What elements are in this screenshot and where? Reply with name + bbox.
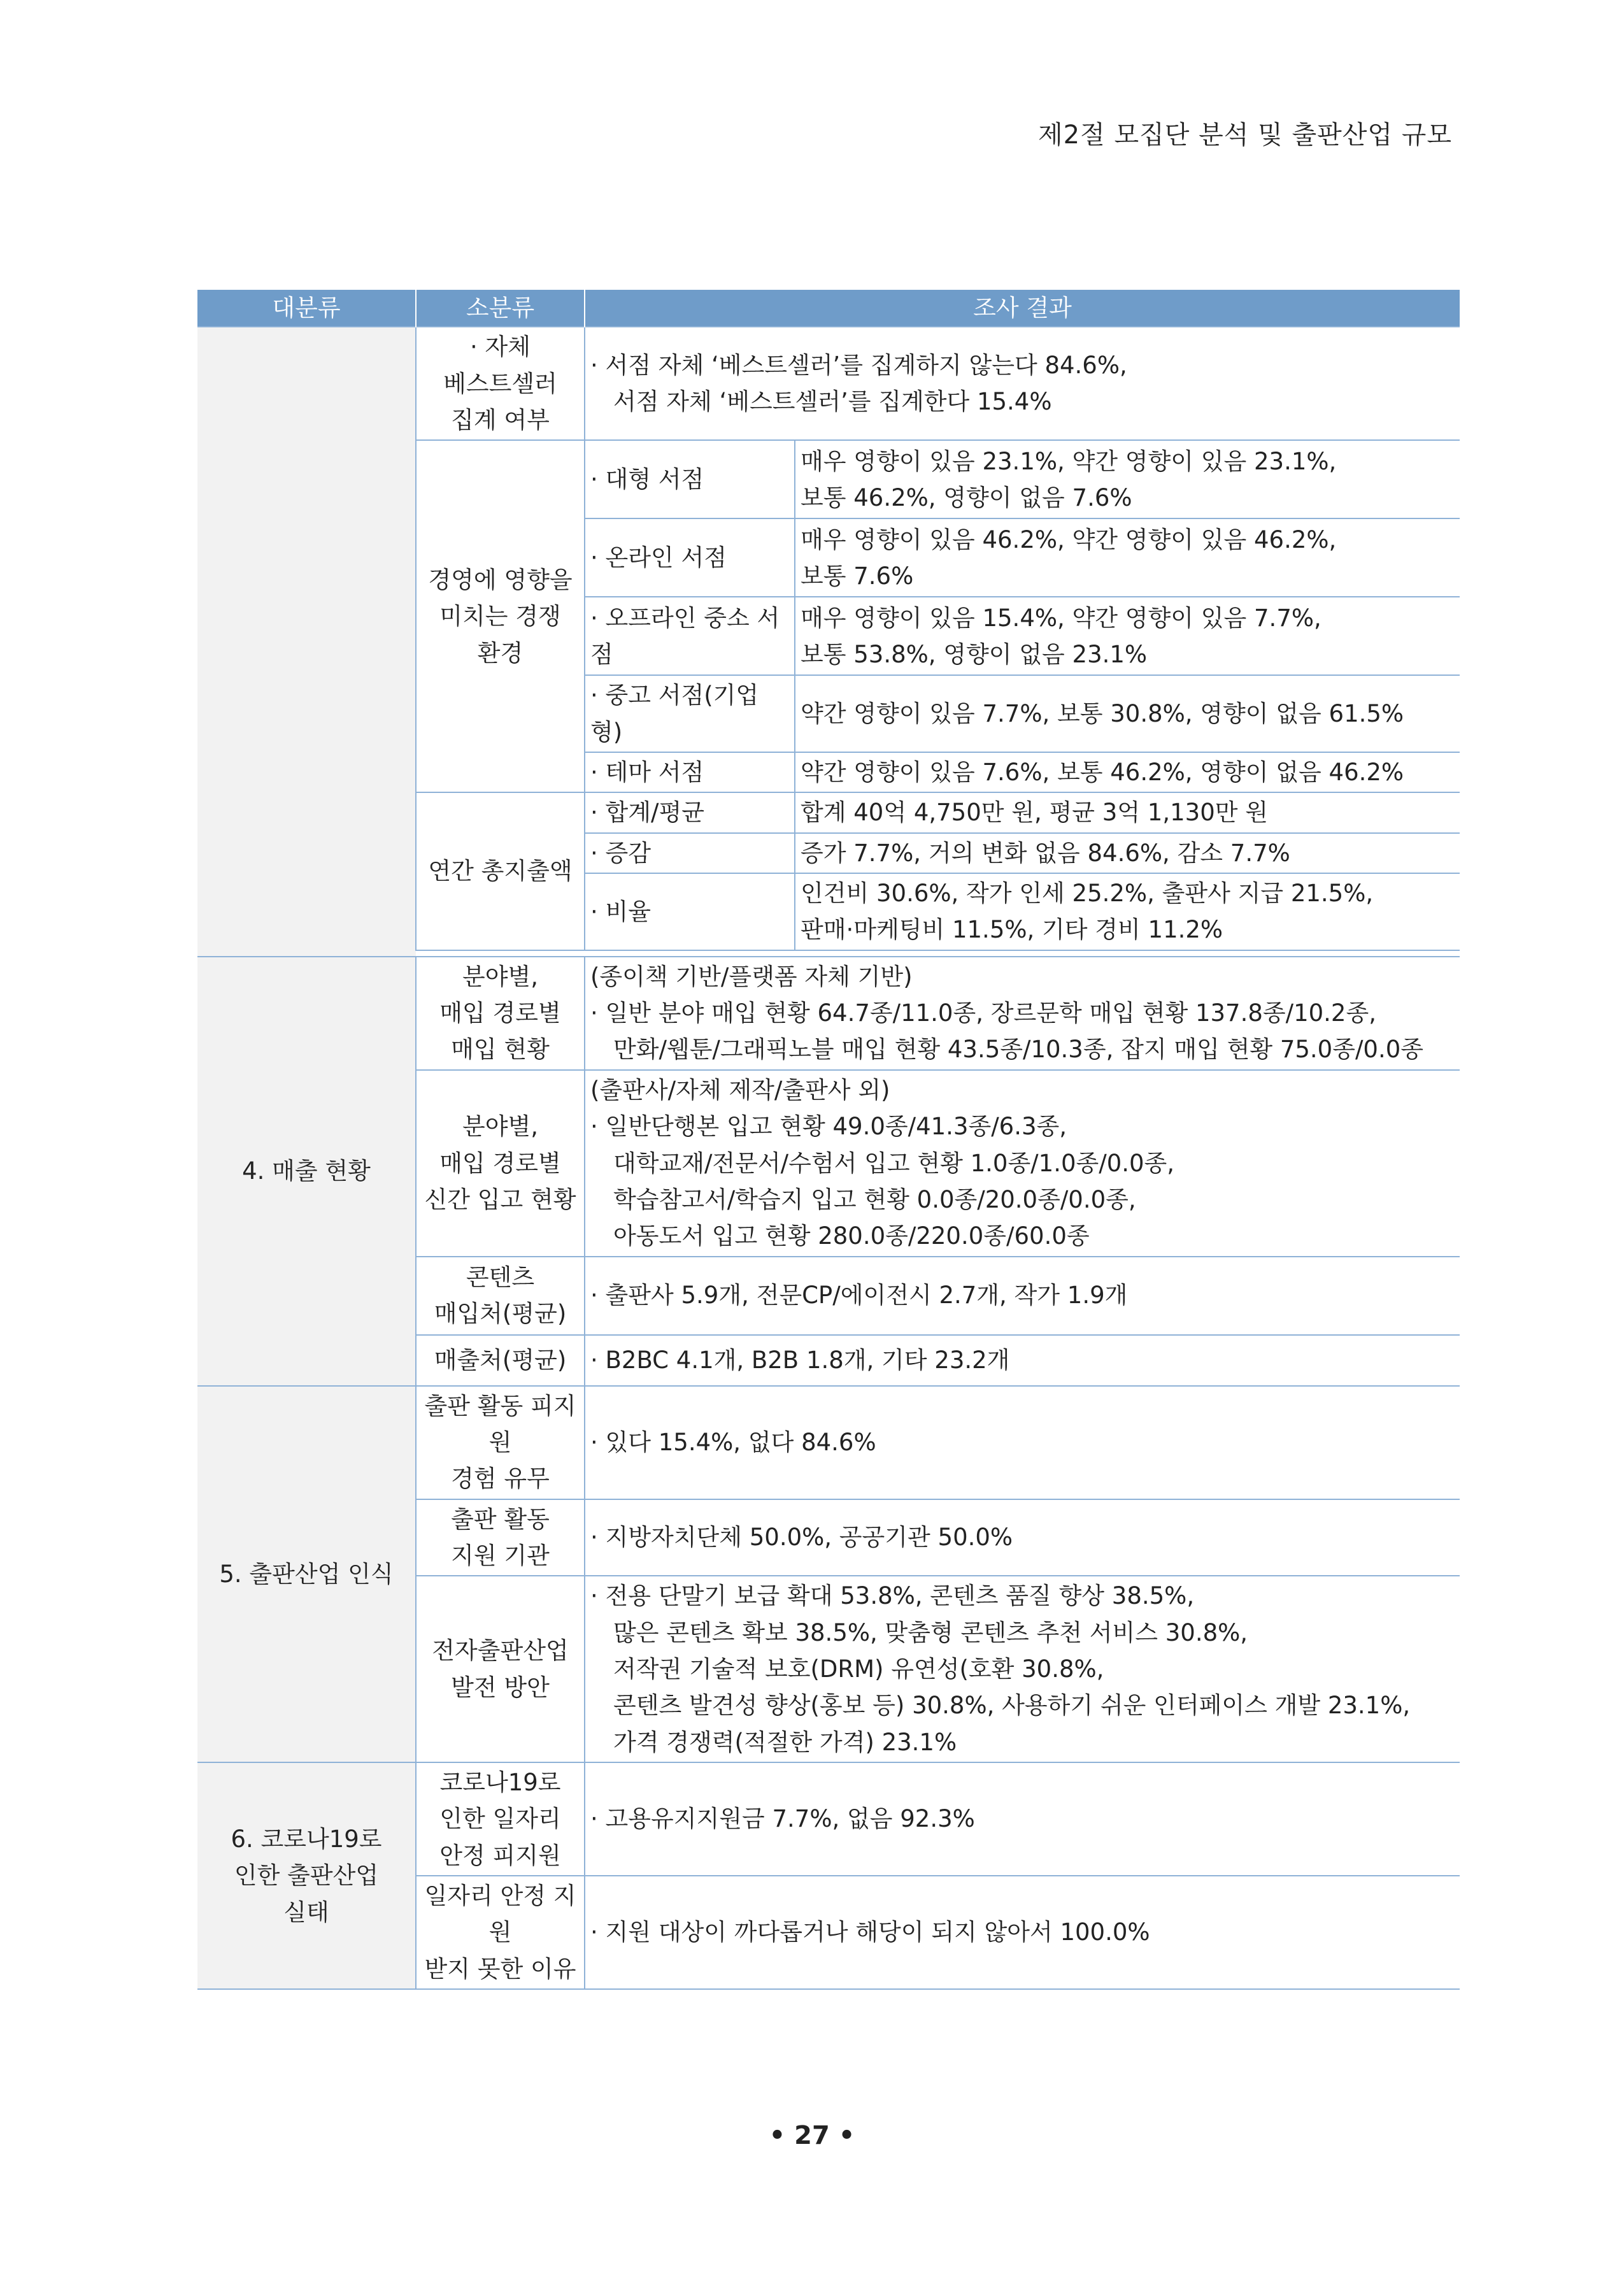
- result-cell: [585, 1070, 1460, 1257]
- result-text: · 일반 분야 매입 현황 64.7종/11.0종, 장르문학 매입 현황 137.8종/10.2종,: [590, 999, 1376, 1027]
- detail-label-cell: · 온라인 서점: [585, 518, 795, 597]
- subcategory-cell: [416, 1257, 585, 1335]
- result-text: · 전용 단말기 보급 확대 53.8%, 콘텐츠 품질 향상 38.5%,: [590, 1582, 1195, 1610]
- result-cell: [795, 873, 1460, 950]
- subcategory-cell: [416, 1762, 585, 1876]
- result-text: 대학교재/전문서/수험서 입고 현황 1.0종/1.0종/0.0종,: [613, 1149, 1175, 1177]
- result-cell: · 있다 15.4%, 없다 84.6%: [585, 1386, 1460, 1499]
- result-text: 보통 7.6%: [801, 562, 914, 590]
- subcategory-text: 매입 경로별: [439, 999, 561, 1027]
- result-cell: [585, 1576, 1460, 1762]
- detail-label-cell: · 오프라인 중소 서점: [585, 597, 795, 675]
- table-row: [197, 957, 1460, 1070]
- subcategory-text: 신간 입고 현황: [424, 1185, 576, 1213]
- category-cell: 5. 출판산업 인식: [197, 1386, 416, 1762]
- result-text: · 서점 자체 ‘베스트셀러’를 집계하지 않는다 84.6%,: [590, 352, 1127, 380]
- subcategory-cell: [416, 327, 585, 440]
- result-cell: [795, 440, 1460, 518]
- detail-label-cell: · 비율: [585, 873, 795, 950]
- table-header-row: [197, 290, 1460, 327]
- subcategory-cell: 매출처(평균): [416, 1335, 585, 1386]
- column-header-category: 대분류: [197, 290, 416, 327]
- subcategory-text: 매입처(평균): [434, 1300, 567, 1328]
- column-header-result: 조사 결과: [585, 290, 1460, 327]
- result-text: 매우 영향이 있음 46.2%, 약간 영향이 있음 46.2%,: [801, 525, 1337, 553]
- table-row: [197, 327, 1460, 440]
- result-text: · 일반단행본 입고 현황 49.0종/41.3종/6.3종,: [590, 1113, 1067, 1141]
- result-text: 서점 자체 ‘베스트셀러’를 집계한다 15.4%: [613, 388, 1052, 416]
- subcategory-text: · 자체: [469, 333, 531, 361]
- result-cell: [795, 518, 1460, 597]
- result-text: 만화/웹툰/그래픽노블 매입 현황 43.5종/10.3종, 잡지 매입 현황 75.0종/0.0종: [613, 1036, 1424, 1064]
- result-cell: · 고용유지지원금 7.7%, 없음 92.3%: [585, 1762, 1460, 1876]
- category-cell: [197, 1762, 416, 1989]
- subcategory-text: 분야별,: [462, 962, 538, 990]
- subcategory-cell: [416, 1876, 585, 1989]
- subcategory-text: 받지 못한 이유: [424, 1955, 576, 1983]
- subcategory-text: 인한 일자리: [439, 1805, 561, 1833]
- subcategory-text: 코로나19로: [439, 1768, 561, 1796]
- subcategory-text: 경영에 영향을: [428, 566, 573, 594]
- subcategory-text: 안정 피지원: [439, 1841, 561, 1869]
- category-text: 인한 출판산업: [234, 1862, 379, 1890]
- result-cell: 약간 영향이 있음 7.7%, 보통 30.8%, 영향이 없음 61.5%: [795, 675, 1460, 752]
- result-text: 많은 콘텐츠 확보 38.5%, 맞춤형 콘텐츠 추천 서비스 30.8%,: [613, 1618, 1248, 1646]
- result-text: (출판사/자체 제작/출판사 외): [590, 1076, 890, 1104]
- result-cell: · 지방자치단체 50.0%, 공공기관 50.0%: [585, 1499, 1460, 1576]
- result-text: 인건비 30.6%, 작가 인세 25.2%, 출판사 지급 21.5%,: [801, 880, 1374, 908]
- result-text: 아동도서 입고 현황 280.0종/220.0종/60.0종: [613, 1222, 1090, 1250]
- subcategory-text: 지원 기관: [451, 1541, 550, 1569]
- subcategory-text: 분야별,: [462, 1113, 538, 1141]
- subcategory-text: 미치는 경쟁: [439, 603, 561, 631]
- result-cell: · 출판사 5.9개, 전문CP/에이전시 2.7개, 작가 1.9개: [585, 1257, 1460, 1335]
- detail-label-cell: · 증감: [585, 833, 795, 873]
- subcategory-text: 환경: [477, 639, 524, 667]
- result-cell: 약간 영향이 있음 7.6%, 보통 46.2%, 영향이 없음 46.2%: [795, 752, 1460, 792]
- result-text: 학습참고서/학습지 입고 현황 0.0종/20.0종/0.0종,: [613, 1185, 1136, 1213]
- subcategory-cell: [416, 1386, 585, 1499]
- result-cell: [585, 327, 1460, 440]
- subcategory-text: 매입 경로별: [439, 1149, 561, 1177]
- result-text: 매우 영향이 있음 23.1%, 약간 영향이 있음 23.1%,: [801, 447, 1337, 475]
- subcategory-cell: [416, 1070, 585, 1257]
- subcategory-text: 전자출판산업: [432, 1637, 569, 1665]
- detail-label-cell: · 중고 서점(기업형): [585, 675, 795, 752]
- subcategory-cell: 연간 총지출액: [416, 792, 585, 950]
- result-cell: 합계 40억 4,750만 원, 평균 3억 1,130만 원: [795, 792, 1460, 832]
- table-row: [197, 1762, 1460, 1876]
- subcategory-text: 베스트셀러: [443, 369, 557, 397]
- subcategory-text: 일자리 안정 지원: [424, 1882, 576, 1946]
- table-row: [197, 1386, 1460, 1499]
- subcategory-text: 경험 유무: [451, 1465, 550, 1493]
- result-cell: · B2BC 4.1개, B2B 1.8개, 기타 23.2개: [585, 1335, 1460, 1386]
- column-header-subcategory: 소분류: [416, 290, 585, 327]
- result-cell: [795, 597, 1460, 675]
- result-text: (종이책 기반/플랫폼 자체 기반): [590, 962, 913, 990]
- subcategory-cell: [416, 1499, 585, 1576]
- page-header: 제2절 모집단 분석 및 출판산업 규모: [1038, 120, 1452, 150]
- result-text: 보통 53.8%, 영향이 없음 23.1%: [801, 640, 1148, 668]
- category-cell-continued: [197, 327, 416, 956]
- result-text: 매우 영향이 있음 15.4%, 약간 영향이 있음 7.7%,: [801, 604, 1321, 632]
- result-cell: · 지원 대상이 까다롭거나 해당이 되지 않아서 100.0%: [585, 1876, 1460, 1989]
- subcategory-text: 집계 여부: [451, 406, 550, 434]
- detail-label-cell: · 테마 서점: [585, 752, 795, 792]
- detail-label-cell: · 합계/평균: [585, 792, 795, 832]
- subcategory-cell: [416, 440, 585, 792]
- result-text: 보통 46.2%, 영향이 없음 7.6%: [801, 483, 1132, 511]
- result-text: 가격 경쟁력(적절한 가격) 23.1%: [613, 1728, 957, 1756]
- detail-label-cell: · 대형 서점: [585, 440, 795, 518]
- subcategory-text: 매입 현황: [451, 1036, 550, 1064]
- survey-results-table: [197, 290, 1460, 1990]
- subcategory-cell: [416, 957, 585, 1070]
- subcategory-text: 출판 활동: [451, 1505, 550, 1533]
- result-cell: 증가 7.7%, 거의 변화 없음 84.6%, 감소 7.7%: [795, 833, 1460, 873]
- subcategory-cell: [416, 1576, 585, 1762]
- subcategory-text: 발전 방안: [451, 1673, 550, 1701]
- spacer-cell: [416, 950, 1460, 957]
- category-text: 실태: [283, 1898, 329, 1926]
- category-text: 6. 코로나19로: [231, 1825, 382, 1853]
- subcategory-text: 콘텐츠: [466, 1263, 535, 1291]
- subcategory-text: 출판 활동 피지원: [424, 1392, 576, 1456]
- result-cell: [585, 957, 1460, 1070]
- category-cell: 4. 매출 현황: [197, 957, 416, 1386]
- page-number: • 27 •: [769, 2121, 855, 2150]
- result-text: 저작권 기술적 보호(DRM) 유연성(호환 30.8%,: [613, 1655, 1104, 1683]
- result-text: 콘텐츠 발견성 향상(홍보 등) 30.8%, 사용하기 쉬운 인터페이스 개발 23.1%,: [613, 1692, 1411, 1720]
- result-text: 판매·마케팅비 11.5%, 기타 경비 11.2%: [801, 916, 1223, 944]
